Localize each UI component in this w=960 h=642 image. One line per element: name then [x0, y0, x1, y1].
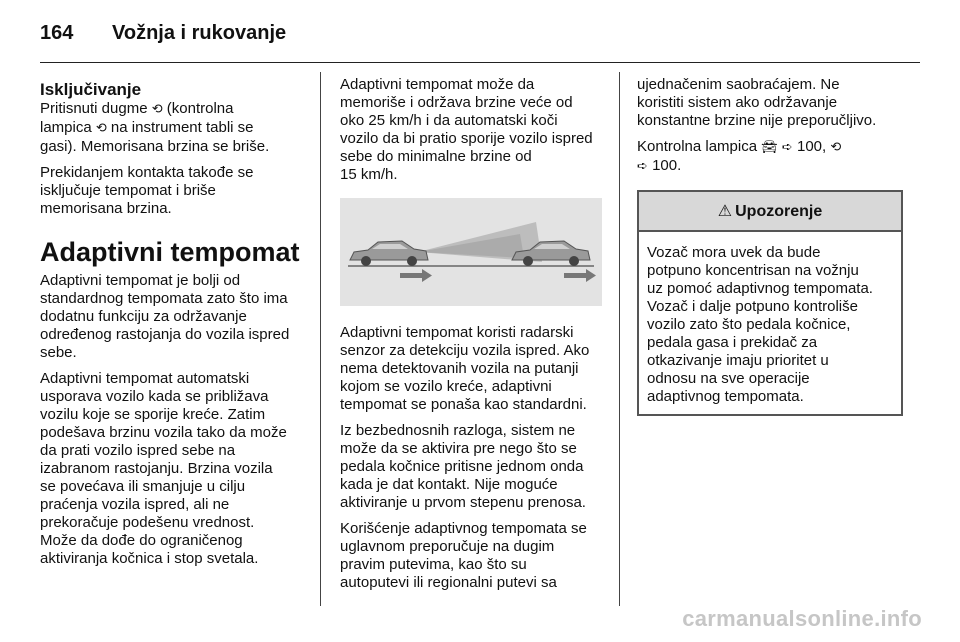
text-line: kojom se vozilo kreće, adaptivni	[340, 378, 552, 395]
paragraph	[40, 164, 310, 218]
text-line: kada je dat kontakt. Nije moguće	[340, 476, 558, 493]
page-reference-arrow-icon: ➪	[637, 159, 648, 174]
text-line: usporava vozilo kada se približava	[40, 388, 269, 405]
warning-triangle-icon: ⚠	[717, 201, 733, 220]
text-line: 100.	[647, 157, 682, 174]
paragraph	[340, 520, 605, 592]
text-line: Prekidanjem kontakta takođe se	[40, 164, 254, 181]
text-line: vozilu koje se sporije kreće. Zatim	[40, 406, 266, 423]
column-divider	[320, 72, 321, 606]
text-line: Vozač mora uvek da bude	[647, 244, 821, 261]
warning-box	[637, 190, 903, 416]
text-line: koristiti sistem ako održavanje	[637, 94, 838, 111]
text-line: otkazivanje imaju prioritet u	[647, 352, 829, 369]
text-line: uglavnom preporučuje na dugim	[340, 538, 555, 555]
cruise-control-icon: ⟲	[95, 121, 107, 136]
text-line: da prati vozilo ispred sebe na	[40, 442, 236, 459]
text-line: adaptivnog tempomata.	[647, 388, 804, 405]
text-line: autoputevi ili regionalni putevi sa	[340, 574, 557, 591]
column-3	[637, 76, 902, 416]
paragraph	[340, 422, 605, 512]
text-line: (kontrolna	[162, 100, 234, 117]
text-line: 100,	[792, 138, 831, 155]
text-line: potpuno koncentrisan na vožnju	[647, 262, 859, 279]
text-line: Adaptivni tempomat automatski	[40, 370, 250, 387]
warning-title: Upozorenje	[735, 203, 823, 220]
text-line: memorisana brzina.	[40, 200, 172, 217]
text-line: podešava brzinu vozila tako da može	[40, 424, 287, 441]
column-divider	[619, 72, 620, 606]
radar-illustration	[340, 198, 602, 306]
text-line: senzor za detekciju vozila ispred. Ako	[340, 342, 590, 359]
text-line: uz pomoć adaptivnog tempomata.	[647, 280, 873, 297]
text-line: Pritisnuti dugme	[40, 100, 152, 117]
text-line: Adaptivni tempomat koristi radarski	[340, 324, 574, 341]
page-number: 164	[40, 22, 74, 44]
text-line: izabranom rastojanju. Brzina vozila	[40, 460, 273, 477]
page-title: Vožnja i rukovanje	[112, 22, 287, 44]
paragraph	[637, 138, 902, 176]
page-reference-arrow-icon: ➪	[781, 140, 793, 155]
watermark[interactable]: carmanualsonline.info	[682, 606, 922, 631]
text-line: isključuje tempomat i briše	[40, 182, 216, 199]
warning-header	[639, 192, 901, 232]
text-line: Iz bezbednosnih razloga, sistem ne	[340, 422, 576, 439]
text-line: sebe.	[40, 344, 77, 361]
column-1	[40, 76, 310, 576]
text-line: Adaptivni tempomat je bolji od	[40, 272, 241, 289]
text-line: pedala gasa i prekidač za	[647, 334, 818, 351]
text-line: prekoračuje podešenu vrednost.	[40, 514, 255, 531]
text-line: vozilo zato što pedala kočnice,	[647, 316, 851, 333]
text-line: pedala kočnice pritisne jednom onda	[340, 458, 584, 475]
text-line: gasi). Memorisana brzina se briše.	[40, 138, 270, 155]
text-line: aktiviranje u prvom stepenu prenosa.	[340, 494, 586, 511]
text-line: tempomat se ponaša kao standardni.	[340, 396, 587, 413]
cruise-control-icon: ⟲	[830, 140, 842, 155]
text-line: se povećava ili smanjuje u cilju	[40, 478, 246, 495]
header-divider	[40, 62, 920, 63]
text-line: 15 km/h.	[340, 166, 398, 183]
text-line: Korišćenje adaptivnog tempomata se	[340, 520, 587, 537]
text-line: aktiviranja kočnica i stop svetala.	[40, 550, 259, 567]
text-line: može da se aktivira pre nego što se	[340, 440, 577, 457]
text-line: na instrument tabli se	[106, 119, 254, 136]
paragraph	[340, 76, 605, 184]
paragraph	[40, 100, 310, 156]
subheading-iskljucivanje: Isključivanje	[40, 80, 142, 99]
text-line: memoriše i održava brzine veće od	[340, 94, 573, 111]
text-line: pravim putevima, kao što su	[340, 556, 527, 573]
text-line: standardnog tempomata zato što ima	[40, 290, 288, 307]
text-line: vozilo da bi pratio sporije vozilo ispred	[340, 130, 593, 147]
paragraph	[40, 370, 310, 568]
cruise-control-icon: ⟲	[151, 102, 163, 117]
text-line: konstantne brzine nije preporučljivo.	[637, 112, 877, 129]
car-icon: 🚘︎	[761, 140, 778, 155]
radar-illustration-svg	[340, 198, 602, 306]
text-line: nema detektovanih vozila na putanji	[340, 360, 579, 377]
text-line: Može da dođe do ograničenog	[40, 532, 243, 549]
text-line: dodatnu funkciju za održavanje	[40, 308, 247, 325]
text-line: Vozač i dalje potpuno kontroliše	[647, 298, 858, 315]
text-line: sebe do minimalne brzine od	[340, 148, 532, 165]
text-line: određenog rastojanja do vozila ispred	[40, 326, 290, 343]
text-line: ujednačenim saobraćajem. Ne	[637, 76, 840, 93]
text-line: lampica	[40, 119, 96, 136]
paragraph	[637, 76, 902, 130]
column-2	[340, 76, 605, 600]
warning-body	[639, 232, 901, 414]
text-line: praćenja vozila ispred, ali ne	[40, 496, 230, 513]
text-line: Adaptivni tempomat može da	[340, 76, 535, 93]
text-line: oko 25 km/h i da automatski koči	[340, 112, 558, 129]
section-heading: Adaptivni tempomat	[40, 237, 300, 267]
text-line: odnosu na sve operacije	[647, 370, 810, 387]
paragraph	[40, 272, 310, 362]
text-line: Kontrolna lampica	[637, 138, 762, 155]
paragraph	[340, 324, 605, 414]
page-header	[40, 22, 286, 45]
